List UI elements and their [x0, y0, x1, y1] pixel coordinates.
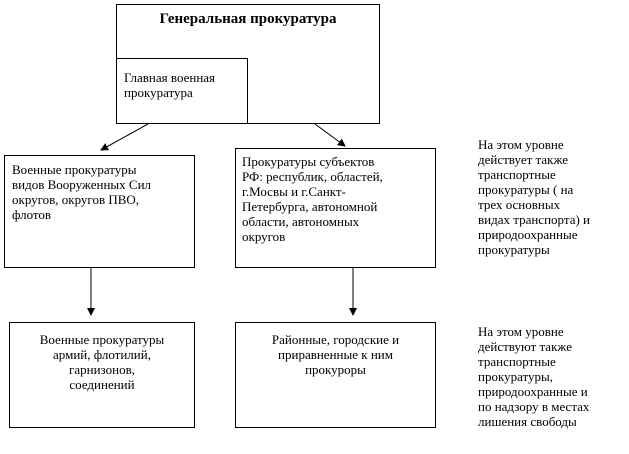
military-branches-label: Военные прокуратуры видов Вооруженных Сил округов, округов ПВО, флотов — [12, 162, 152, 222]
district-prosecutor-label: Районные, городские и приравненные к ним прокуроры — [271, 332, 400, 377]
subjects-prosecutor-label: Прокуратуры субъектов РФ: республик, областей, г.Мосвы и г.Санкт- Петербурга, автономной области, автономных округов — [242, 154, 383, 244]
arrow-general-to-military-branches — [101, 124, 148, 150]
main-military-prosecutor-label: Главная военная прокуратура — [124, 70, 216, 100]
military-armies-label: Военные прокуратуры армий, флотилий, гарнизонов, соединений — [39, 332, 165, 392]
note-level3: На этом уровне действуют также транспортные прокуратуры, природоохранные и по надзору в местах лишения свободы — [478, 324, 590, 429]
arrow-general-to-subjects — [315, 124, 345, 146]
note-level2: На этом уровне действует также транспортные прокуратуры ( на трех основных видах транспорта) и природоохранные прокуратуры — [478, 137, 590, 257]
general-prosecutor-title: Генеральная прокуратура — [159, 11, 337, 27]
